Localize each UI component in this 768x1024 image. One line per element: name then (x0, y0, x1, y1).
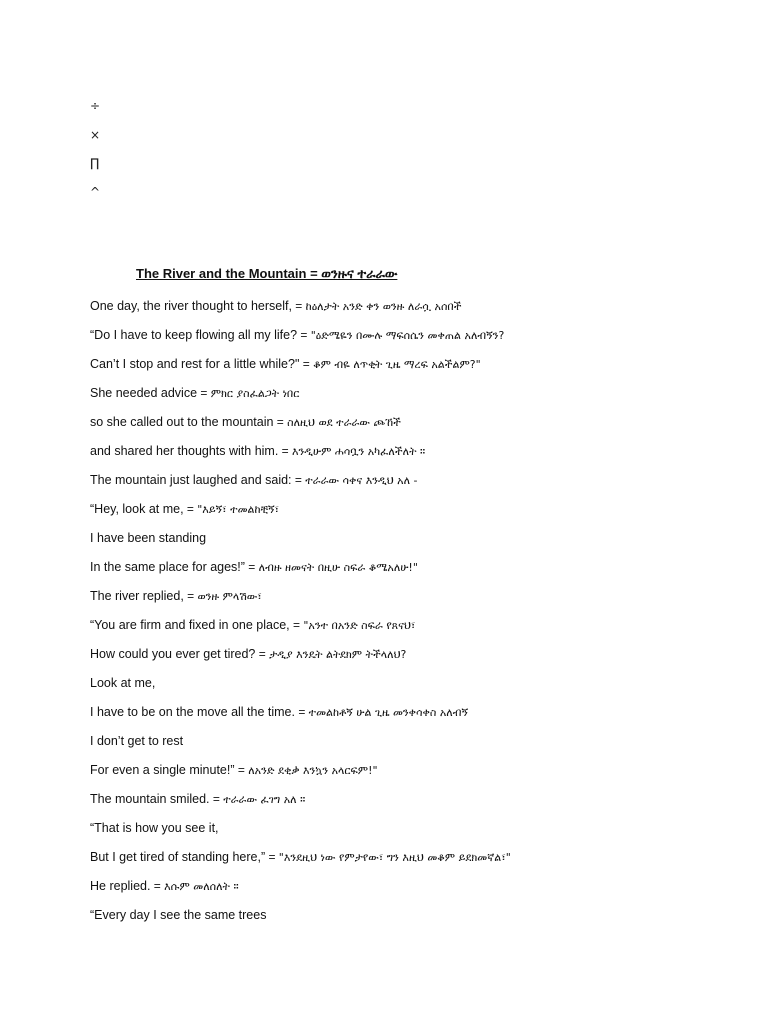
equals-sign: = (197, 386, 211, 400)
amharic-text: ተራራው ሳቀና እንዲህ አለ - (305, 474, 418, 487)
amharic-text: ምክር ያስፈልጋት ነበር (210, 387, 300, 400)
equals-sign: = (291, 299, 306, 313)
equals-sign: = (297, 328, 311, 342)
amharic-text: "እንደዚህ ነው የምታየው፣ ግን እዚህ መቆም ይደክመኛል፣" (278, 851, 511, 864)
amharic-text: እንዲሁም ሐሳቧን አካፈለችለት ። (292, 445, 426, 458)
symbol-list (90, 92, 100, 206)
amharic-text: "አንተ በአንድ ስፍራ የጸናህ፣ (303, 619, 416, 632)
divide-symbol: ÷ (90, 99, 101, 113)
english-text: How could you ever get tired? (90, 647, 256, 661)
english-text: so she called out to the mountain (90, 415, 274, 429)
english-text: The mountain smiled. (90, 792, 210, 806)
text-line (90, 582, 750, 611)
text-line (90, 872, 750, 901)
amharic-text: ተራራው ፈገግ አለ ። (223, 793, 306, 806)
amharic-text: ቆም ብዬ ለጥቂት ጊዜ ማረፍ አልችልም?" (313, 358, 481, 371)
document-title: The River and the Mountain = ወንዙና ተራራው (136, 266, 398, 281)
english-text: “You are firm and fixed in one place, (90, 618, 290, 632)
equals-sign: = (299, 357, 314, 371)
english-text: and shared her thoughts with him. (90, 444, 279, 458)
english-text: I have been standing (90, 531, 207, 545)
product-symbol: ∏ (90, 156, 100, 170)
english-text: She needed advice (90, 386, 198, 400)
text-line (90, 640, 750, 669)
multiply-symbol: × (90, 127, 101, 142)
english-text: “Every day I see the same trees (90, 908, 267, 922)
equals-sign: = (278, 444, 292, 458)
text-line (90, 379, 750, 408)
text-line (90, 901, 750, 930)
equals-sign: = (289, 618, 304, 632)
english-text: Can’t I stop and rest for a little while?" (90, 357, 300, 371)
equals-sign: = (244, 560, 259, 574)
amharic-text: ለአንድ ደቂቃ እንኳን አላርፍም!" (248, 764, 378, 777)
amharic-text: ለብዙ ዘመናት በዚሁ ስፍራ ቆሜአለሁ!" (258, 561, 418, 574)
amharic-text: "ዕድሜዬን በሙሉ ማፍሰሴን መቀጠል አለብኝን? (310, 329, 505, 342)
equals-sign: = (273, 415, 288, 429)
amharic-text: "እይኝ፣ ተመልከቺኝ፣ (197, 503, 280, 516)
english-text: In the same place for ages!” (90, 560, 245, 574)
text-line (90, 292, 750, 321)
amharic-text: ስለዚህ ወደ ተራራው ጮኸች (287, 416, 401, 429)
text-line (90, 814, 750, 843)
text-line (90, 524, 750, 553)
equals-sign: = (234, 763, 249, 777)
equals-sign: = (209, 792, 224, 806)
text-line (90, 698, 750, 727)
caret-symbol: ^ (90, 184, 101, 199)
text-line (90, 756, 750, 785)
amharic-text: ተመልከቶኝ ሁል ጊዜ መንቀሳቀስ አለብኝ (308, 706, 469, 719)
text-line (90, 408, 750, 437)
english-text: I have to be on the move all the time. (90, 705, 295, 719)
english-text: He replied. (90, 879, 151, 893)
translation-lines (90, 292, 750, 930)
text-line (90, 785, 750, 814)
equals-sign: = (294, 705, 309, 719)
text-line (90, 321, 750, 350)
english-text: I don’t get to rest (90, 734, 184, 748)
amharic-text: ታዲያ እንዴት ልትደክም ትችላለህ? (269, 648, 407, 661)
english-text: The river replied, (90, 589, 184, 603)
english-text: For even a single minute!” (90, 763, 235, 777)
equals-sign: = (150, 879, 165, 893)
amharic-text: እሱም መለሰለት ። (164, 880, 239, 893)
equals-sign: = (183, 589, 198, 603)
english-text: The mountain just laughed and said: (90, 473, 292, 487)
text-line (90, 466, 750, 495)
text-line (90, 350, 750, 379)
amharic-text: ከዕለታት አንድ ቀን ወንዙ ለራሷ አሰበች (305, 300, 462, 313)
equals-sign: = (183, 502, 198, 516)
text-line (90, 727, 750, 756)
english-text: “That is how you see it, (90, 821, 219, 835)
english-text: Look at me, (90, 676, 156, 690)
english-text: “Hey, look at me, (90, 502, 184, 516)
equals-sign: = (255, 647, 270, 661)
text-line (90, 437, 750, 466)
text-line (90, 495, 750, 524)
english-text: “Do I have to keep flowing all my life? (90, 328, 298, 342)
text-line (90, 553, 750, 582)
equals-sign: = (265, 850, 279, 864)
english-text: But I get tired of standing here,” (90, 850, 266, 864)
amharic-text: ወንዙ ምላሽው፣ (197, 590, 262, 603)
equals-sign: = (291, 473, 306, 487)
text-line (90, 669, 750, 698)
english-text: One day, the river thought to herself, (90, 299, 292, 313)
text-line (90, 611, 750, 640)
text-line (90, 843, 750, 872)
